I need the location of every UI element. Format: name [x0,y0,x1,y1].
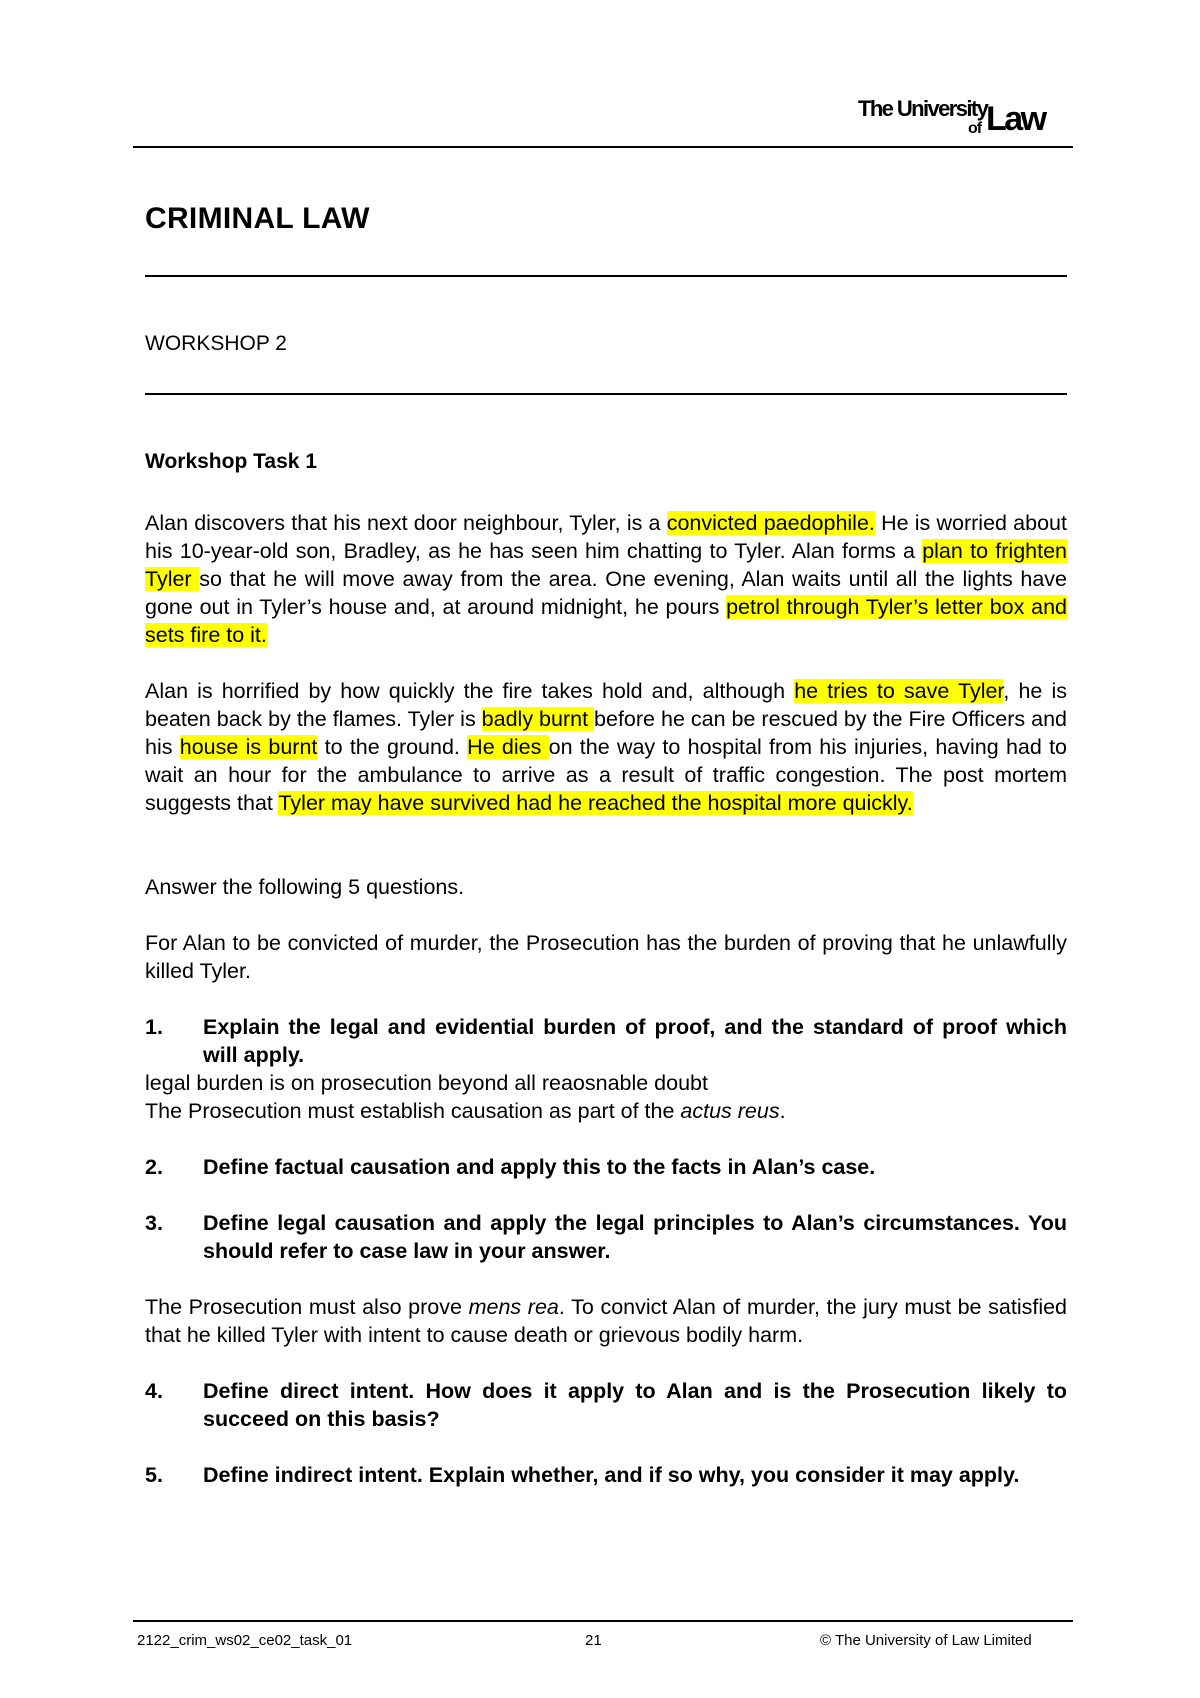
logo-text-university: The University [858,96,988,121]
paragraph-text: The Prosecution must also prove [145,1295,469,1319]
question-3 [145,1209,1067,1265]
italic-term: mens rea [468,1295,559,1319]
question-text: Explain the legal and evidential burden of proof, and the standard of proof which will apply. [203,1015,1067,1067]
scenario-paragraph-2 [145,677,1067,817]
question-text: Define direct intent. How does it apply to Alan and is the Prosecution likely to succeed on this basis? [203,1379,1067,1431]
answer-1-line-1: legal burden is on prosecution beyond all reaosnable doubt [145,1071,708,1095]
highlighted-text: Tyler may have survived had he reached the hospital more quickly. [278,791,913,815]
document-title: CRIMINAL LAW [145,202,370,235]
highlighted-text: he tries to save Tyler [794,679,1004,703]
paragraph-text-end: . To convict Alan of murder, the jury must be satisfied that he killed Tyler with intent to cause death or grievous bodily harm. [145,1295,1068,1347]
question-4 [145,1377,1067,1433]
question-text: Define factual causation and apply this to the facts in Alan’s case. [203,1155,876,1179]
page-number: 21 [585,1632,602,1649]
question-number: 3. [145,1211,163,1235]
answer-text-end: . [779,1099,786,1123]
paragraph-text: to the ground. [317,735,468,759]
burden-paragraph: For Alan to be convicted of murder, the Prosecution has the burden of proving that he unlawfully killed Tyler. [145,931,1067,983]
answer-1-line-2 [145,1097,1067,1125]
question-number: 4. [145,1379,163,1403]
paragraph-text: so that he will move away from the area. One evening, Alan waits until all the lights have gone out in Tyler’s house and, at around midnight, he pours [145,567,1067,619]
question-text: Define legal causation and apply the legal principles to Alan’s circumstances. You should refer to case law in your answer. [203,1211,1067,1263]
question-number: 1. [145,1015,163,1039]
answer-italic-term: actus reus [680,1099,780,1123]
highlighted-text: He dies [467,735,549,759]
paragraph-text: , he is beaten back by the flames. Tyler is [145,679,1067,731]
highlighted-text: house is burnt [179,735,318,759]
footer-reference: 2122_crim_ws02_ce02_task_01 [137,1632,353,1649]
logo-text-of: of [968,120,982,137]
question-text: Define indirect intent. Explain whether, and if so why, you consider it may apply. [203,1463,1020,1487]
highlighted-text: plan to frighten Tyler [145,539,1067,591]
instruction-paragraph: Answer the following 5 questions. [145,875,465,899]
question-number: 5. [145,1463,163,1487]
paragraph-text: He is worried about his 10-year-old son, Bradley, as he has seen him chatting to Tyler. Alan forms a [145,511,1067,563]
answer-text: The Prosecution must establish causation as part of the [145,1099,681,1123]
paragraph-text: Alan discovers that his next door neighbour, Tyler, is a [145,511,667,535]
question-5 [145,1461,1067,1489]
footer-copyright: © The University of Law Limited [820,1632,1032,1649]
paragraph-text: before he can be rescued by the Fire Officers and his [145,707,1067,759]
highlighted-text: petrol through Tyler’s letter box and sets fire to it. [145,595,1067,647]
question-2 [145,1153,1067,1181]
header-rule [133,146,1073,148]
title-rule [145,275,1067,277]
paragraph-text: Alan is horrified by how quickly the fire takes hold and, although [145,679,795,703]
scenario-paragraph-1 [145,509,1067,649]
logo-text-law: Law [986,100,1045,138]
mens-rea-paragraph [145,1293,1067,1349]
task-heading: Workshop Task 1 [145,450,317,473]
paragraph-text: on the way to hospital from his injuries, having had to wait an hour for the ambulance to arrive as a result of traffic congestion. The post mortem suggests that [145,735,1068,815]
highlighted-text: convicted paedophile. [666,511,875,535]
question-1 [145,1013,1067,1069]
workshop-subtitle: WORKSHOP 2 [145,332,287,355]
university-logo [858,96,1068,142]
footer-rule [133,1620,1073,1622]
question-number: 2. [145,1155,163,1179]
subtitle-rule [145,393,1067,395]
highlighted-text: badly burnt [481,707,595,731]
